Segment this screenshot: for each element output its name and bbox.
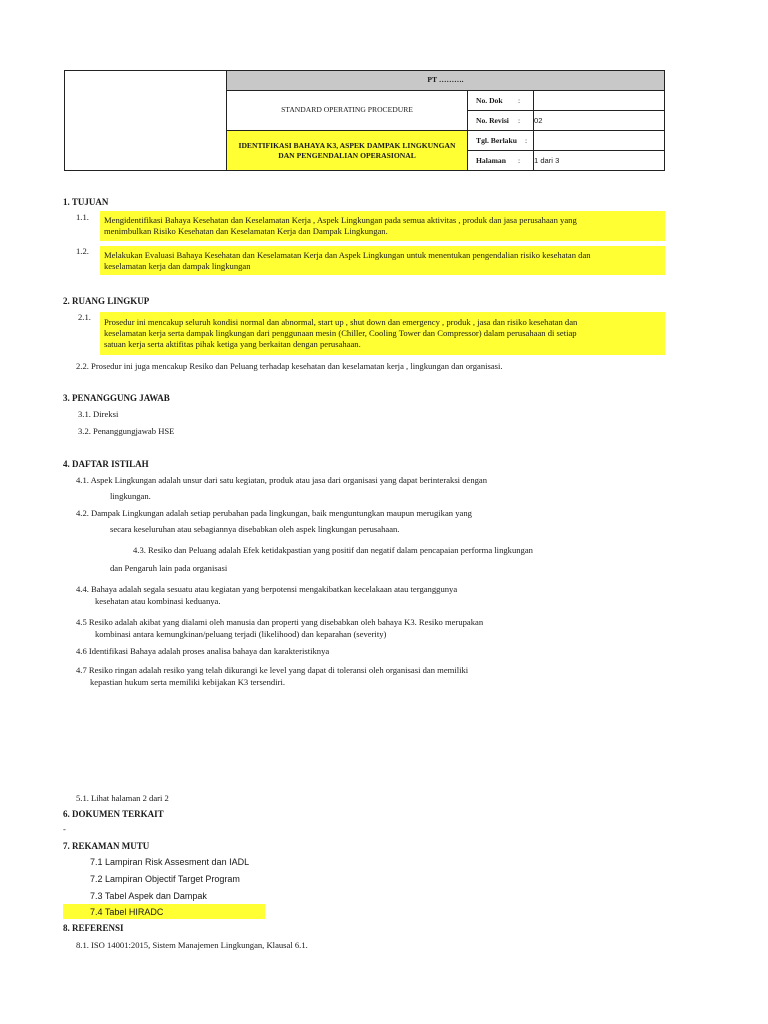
item-text: 5.1. Lihat halaman 2 dari 2 (76, 793, 169, 803)
field-value-cell (533, 150, 665, 171)
field-label-cell (467, 150, 534, 171)
item-text: 4.4. Bahaya adalah segala sesuatu atau kegiatan yang berpotensi mengakibatkan kecelakaan atau terganggunya (76, 584, 458, 594)
item-text: Prosedur ini mencakup seluruh kondisi normal dan abnormal, start up , shut down dan emergency , produk , jasa dan risiko kesehatan dan (104, 317, 578, 327)
field-label: No. Revisi (476, 116, 509, 125)
doc-title-line2: DAN PENGENDALIAN OPERASIONAL (278, 151, 416, 160)
section-title: 8. REFERENSI (63, 923, 124, 933)
item-text: 4.7 Resiko ringan adalah resiko yang telah dikurangi ke level yang dapat di toleransi oleh organisasi dan memiliki (76, 665, 469, 675)
list-item: 7.4 Tabel HIRADC (90, 907, 164, 917)
list-item: 7.2 Lampiran Objectif Target Program (90, 874, 240, 884)
field-label-cell (467, 130, 534, 151)
field-label: Halaman (476, 156, 506, 165)
field-value-cell (533, 110, 665, 131)
field-sep: : (518, 116, 521, 125)
doc-title-cell (226, 130, 468, 171)
item-text: 3.1. Direksi (78, 409, 119, 419)
item-text: 3.2. Penanggungjawab HSE (78, 426, 175, 436)
item-text: menimbulkan Risiko Kesehatan dan Keselamatan Kerja dan Dampak Lingkungan. (104, 226, 388, 236)
field-label-cell (467, 110, 534, 131)
item-text: satuan kerja serta aktifitas pihak ketiga yang berkaitan dengan perusahaan. (104, 339, 361, 349)
item-number: 2.1. (78, 312, 91, 322)
field-label: Tgl. Berlaku (476, 136, 517, 145)
item-text: 2.2. Prosedur ini juga mencakup Resiko dan Peluang terhadap kesehatan dan keselamatan kerja , lingkungan dan organisasi. (76, 361, 503, 371)
item-text: 4.5 Resiko adalah akibat yang dialami oleh manusia dan properti yang disebabkan oleh bahaya K3. Resiko merupakan (76, 617, 484, 627)
item-text: kesehatan atau kombinasi keduanya. (95, 596, 221, 606)
field-sep: : (525, 136, 528, 145)
list-dash: - (63, 824, 66, 834)
list-item: 7.1 Lampiran Risk Assesment dan IADL (90, 857, 250, 867)
item-text: 4.2. Dampak Lingkungan adalah setiap perubahan pada lingkungan, baik menguntungkan maupun merugikan yang (76, 508, 472, 518)
item-text: dan Pengaruh lain pada organisasi (110, 563, 228, 573)
item-number: 1.2. (76, 246, 89, 256)
list-item: 7.3 Tabel Aspek dan Dampak (90, 891, 207, 901)
sop-title: STANDARD OPERATING PROCEDURE (281, 105, 413, 114)
section-title: 1. TUJUAN (63, 197, 109, 207)
item-text: 4.1. Aspek Lingkungan adalah unsur dari satu kegiatan, produk atau jasa dari organisasi yang dapat berinteraksi dengan (76, 475, 488, 485)
company-cell (226, 70, 665, 91)
sop-title-cell (226, 90, 468, 131)
item-text: 8.1. ISO 14001:2015, Sistem Manajemen Lingkungan, Klausal 6.1. (76, 940, 308, 950)
item-text: kombinasi antara kemungkinan/peluang terjadi (likelihood) dan keparahan (severity) (95, 629, 387, 639)
field-sep: : (518, 96, 521, 105)
section-title: 7. REKAMAN MUTU (63, 841, 150, 851)
section-title: 2. RUANG LINGKUP (63, 296, 150, 306)
section-title: 3. PENANGGUNG JAWAB (63, 393, 170, 403)
field-value: 1 dari 3 (534, 156, 560, 165)
field-label: No. Dok (476, 96, 503, 105)
item-text: keselamatan kerja serta dampak lingkungan dari penggunaan mesin (Chiller, Cooling Tower dan Compressor) dalam perusahaan di setiap (104, 328, 577, 338)
item-text: Melakukan Evaluasi Bahaya Kesehatan dan Keselamatan Kerja dan Aspek Lingkungan untuk menentukan pengendalian risiko kesehatan dan (104, 250, 591, 260)
field-value-cell (533, 130, 665, 151)
company-name: PT ………. (427, 75, 464, 84)
doc-title-line1: IDENTIFIKASI BAHAYA K3, ASPEK DAMPAK LINGKUNGAN (238, 141, 456, 150)
logo-cell (64, 70, 227, 171)
field-label-cell (467, 90, 534, 111)
section-title: 6. DOKUMEN TERKAIT (63, 809, 164, 819)
section-title: 4. DAFTAR ISTILAH (63, 459, 149, 469)
item-text: lingkungan. (110, 491, 151, 501)
field-value: 02 (534, 116, 543, 125)
item-number: 1.1. (76, 212, 89, 222)
item-text: 4.6 Identifikasi Bahaya adalah proses analisa bahaya dan karakteristiknya (76, 646, 330, 656)
item-text: Mengidentifikasi Bahaya Kesehatan dan Keselamatan Kerja , Aspek Lingkungan pada semua aktivitas , produk dan jasa perusahaan yang (104, 215, 577, 225)
item-text: kepastian hukum serta memiliki kebijakan K3 tersendiri. (90, 677, 285, 687)
item-text: keselamatan kerja dan dampak lingkungan (104, 261, 251, 271)
item-text: 4.3. Resiko dan Peluang adalah Efek ketidakpastian yang positif dan negatif dalam pencapaian performa lingkungan (133, 545, 533, 555)
field-value-cell (533, 90, 665, 111)
field-sep: : (518, 156, 521, 165)
item-text: secara keseluruhan atau sebagiannya disebabkan oleh aspek lingkungan perusahaan. (110, 524, 400, 534)
